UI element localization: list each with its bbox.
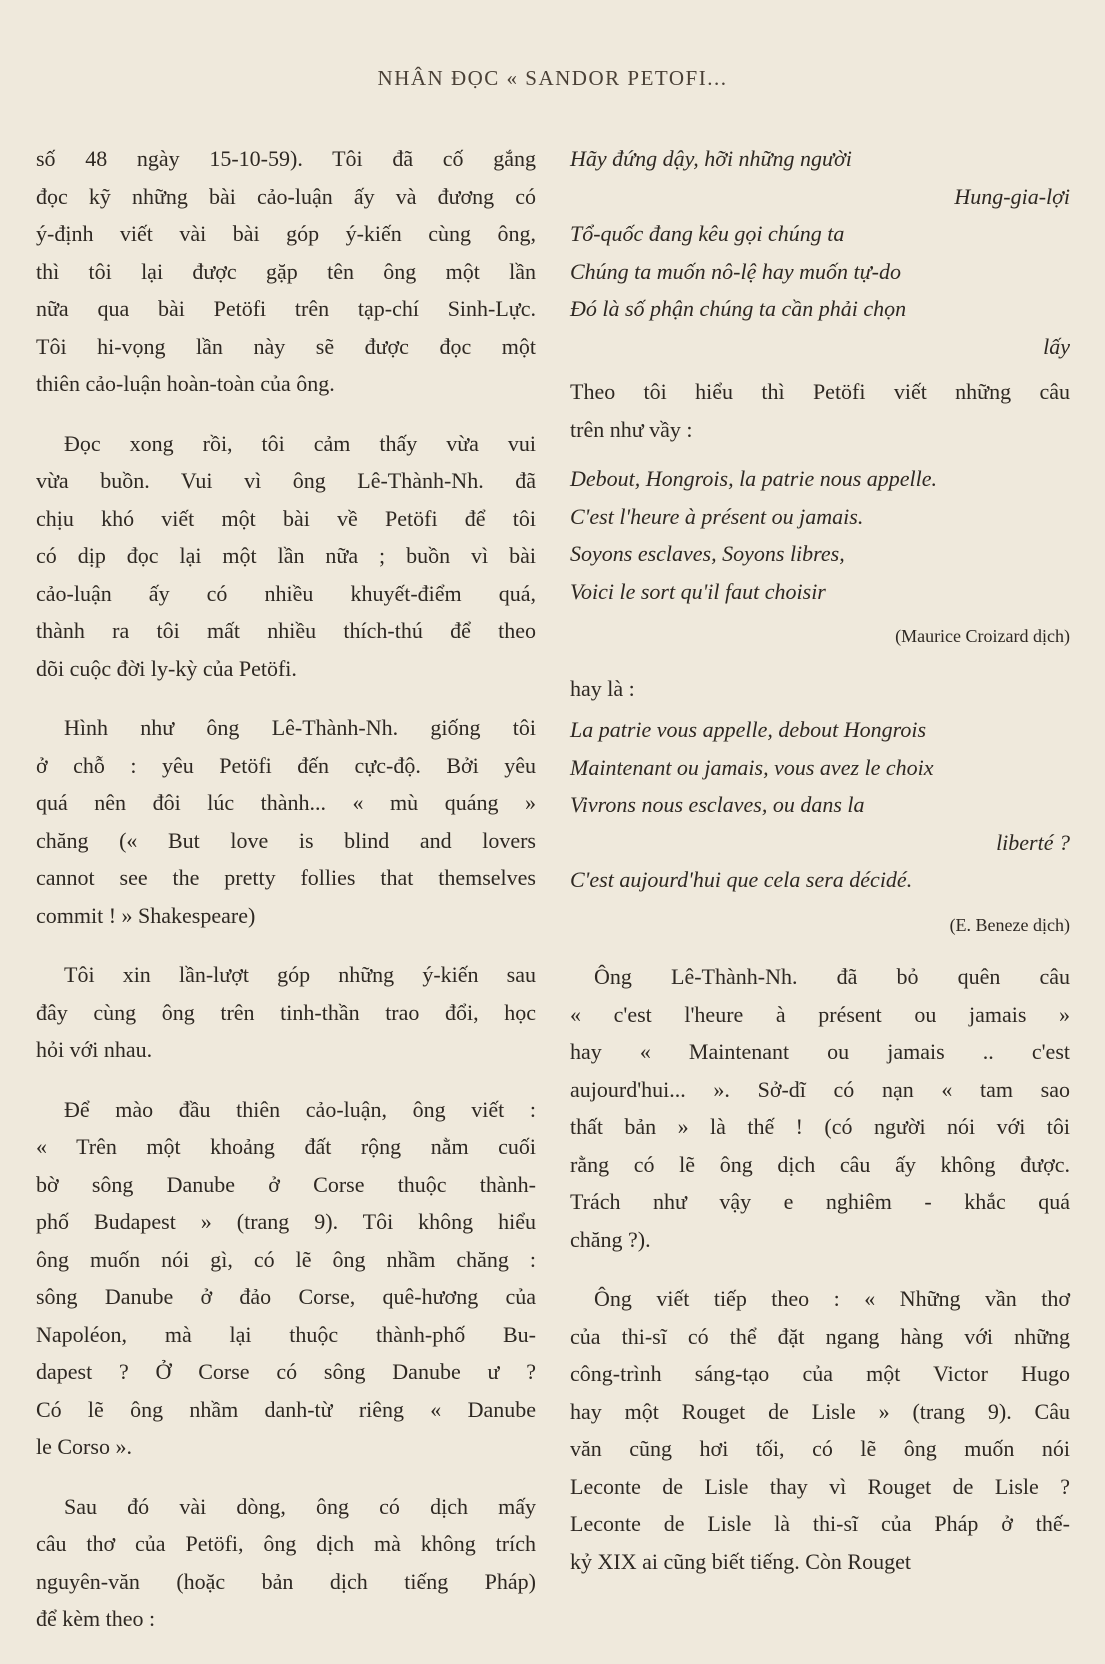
text-line: có dịp đọc lại một lần nữa ; buồn vì bài [36, 543, 536, 568]
poem-line: Soyons esclaves, Soyons libres, [570, 541, 845, 566]
text-line: Leconte de Lisle là thi-sĩ của Pháp ở thế- [570, 1511, 1070, 1536]
text-line: le Corso ». [36, 1434, 132, 1459]
text-line: Có lẽ ông nhầm danh-từ riêng « Danube [36, 1396, 536, 1422]
paragraph [36, 425, 536, 688]
poem-line: C'est aujourd'hui que cela sera décidé. [570, 867, 913, 892]
text-line: nữa qua bài Petöfi trên tạp-chí Sinh-Lực. [36, 296, 536, 321]
text-line: thì tôi lại được gặp tên ông một lần [36, 258, 536, 284]
translator-credit: (E. Beneze dịch) [949, 914, 1070, 935]
text-line: công-trình sáng-tạo của một Victor Hugo [570, 1361, 1070, 1386]
text-line: Ông Lê-Thành-Nh. đã bỏ quên câu [594, 964, 1070, 989]
text-line: Trách như vậy e nghiêm - khắc quá [570, 1189, 1070, 1214]
text-line: rằng có lẽ ông dịch câu ấy không được. [570, 1151, 1070, 1177]
paragraph [36, 709, 536, 934]
text-line: « c'est l'heure à présent ou jamais » [570, 1001, 1070, 1027]
text-line: Napoléon, mà lại thuộc thành-phố Bu- [36, 1321, 536, 1347]
paragraph [36, 140, 536, 403]
poem-line: Vivrons nous esclaves, ou dans la [570, 792, 865, 817]
poem-line: Maintenant ou jamais, vous avez le choix [570, 754, 934, 780]
text-line: hỏi với nhau. [36, 1037, 153, 1062]
text-line: hay một Rouget de Lisle » (trang 9). Câu [570, 1398, 1070, 1424]
poem-line: liberté ? [996, 829, 1070, 855]
right-column [570, 140, 1070, 1602]
text-line: câu thơ của Petöfi, ông dịch mà không trích [36, 1531, 536, 1556]
text-line: đọc kỹ những bài cảo-luận ấy và đương có [36, 183, 536, 209]
paragraph [570, 1280, 1070, 1580]
poem-line: Voici le sort qu'il faut choisir [570, 578, 826, 604]
text-line: số 48 ngày 15-10-59). Tôi đã cố gắng [36, 146, 536, 171]
text-line: để kèm theo : [36, 1606, 156, 1631]
poem-vietnamese [570, 140, 1070, 365]
text-line: hay « Maintenant ou jamais .. c'est [570, 1039, 1070, 1064]
text-line: sông Danube ở đảo Corse, quê-hương của [36, 1284, 536, 1309]
text-line: dõi cuộc đời ly-kỳ của Petöfi. [36, 655, 297, 681]
poem-french-2 [570, 711, 1070, 899]
text-line: bờ sông Danube ở Corse thuộc thành- [36, 1171, 536, 1197]
text-line: Sau đó vài dòng, ông có dịch mấy [64, 1493, 536, 1519]
text-line: aujourd'hui... ». Sở-dĩ có nạn « tam sao [570, 1076, 1070, 1102]
text-line: Leconte de Lisle thay vì Rouget de Lisle ? [570, 1473, 1070, 1499]
poem-line: Debout, Hongrois, la patrie nous appelle. [570, 466, 938, 491]
text-line: Theo tôi hiểu thì Petöfi viết những câu [570, 379, 1070, 404]
text-line: hay là : [570, 675, 635, 701]
text-line: phố Budapest » (trang 9). Tôi không hiểu [36, 1209, 536, 1234]
text-line: ở chỗ : yêu Petöfi đến cực-độ. Bởi yêu [36, 752, 536, 778]
text-line: commit ! » Shakespeare) [36, 902, 256, 928]
text-line: ý-định viết vài bài góp ý-kiến cùng ông, [36, 221, 536, 246]
text-line: Để mào đầu thiên cảo-luận, ông viết : [64, 1096, 536, 1122]
left-column [36, 140, 536, 1660]
poem-line: Đó là số phận chúng ta cần phải chọn [570, 296, 907, 321]
paragraph [570, 373, 1070, 448]
poem-line: Chúng ta muốn nô-lệ hay muốn tự-do [570, 258, 901, 284]
text-line: Tôi hi-vọng lần này sẽ được đọc một [36, 333, 536, 359]
text-line: vừa buồn. Vui vì ông Lê-Thành-Nh. đã [36, 468, 536, 493]
text-line: văn cũng hơi tối, có lẽ ông muốn nói [570, 1436, 1070, 1461]
text-line: Đọc xong rồi, tôi cảm thấy vừa vui [64, 430, 536, 456]
poem-french-1 [570, 460, 1070, 610]
poem-line: C'est l'heure à présent ou jamais. [570, 503, 864, 529]
text-line: dapest ? Ở Corse có sông Danube ư ? [36, 1359, 536, 1384]
translator-credit: (Maurice Croizard dịch) [895, 626, 1070, 646]
poem-line: lấy [1043, 333, 1070, 359]
text-line: của thi-sĩ có thể đặt ngang hàng với những [570, 1323, 1070, 1349]
poem-line: La patrie vous appelle, debout Hongrois [570, 717, 927, 742]
text-line: cannot see the pretty follies that themselves [36, 865, 536, 890]
text-line: kỷ XIX ai cũng biết tiếng. Còn Rouget [570, 1548, 911, 1574]
text-line: thành ra tôi mất nhiều thích-thú để theo [36, 618, 536, 643]
paragraph [36, 956, 536, 1069]
text-line: quá nên đôi lúc thành... « mù quáng » [36, 790, 536, 815]
paragraph [36, 1091, 536, 1466]
poem-line: Tổ-quốc đang kêu gọi chúng ta [570, 221, 845, 246]
text-line: thiên cảo-luận hoàn-toàn của ông. [36, 371, 335, 396]
text-line: chăng ?). [570, 1226, 651, 1252]
text-line: chăng (« But love is blind and lovers [36, 827, 536, 853]
poem-line: Hãy đứng dậy, hỡi những người [570, 146, 852, 171]
text-line: Ông viết tiếp theo : « Những vần thơ [594, 1286, 1070, 1311]
text-line: nguyên-văn (hoặc bản dịch tiếng Pháp) [36, 1568, 536, 1594]
text-line: chịu khó viết một bài về Petöfi để tôi [36, 505, 536, 531]
text-line: Hình như ông Lê-Thành-Nh. giống tôi [64, 715, 536, 740]
text-line: trên như vầy : [570, 416, 693, 442]
paragraph [570, 958, 1070, 1258]
text-line: cảo-luận ấy có nhiều khuyết-điểm quá, [36, 580, 536, 606]
poem-line: Hung-gia-lợi [954, 183, 1070, 209]
text-line: đây cùng ông trên tinh-thần trao đổi, học [36, 999, 536, 1025]
paragraph [36, 1488, 536, 1638]
text-line: Tôi xin lần-lượt góp những ý-kiến sau [64, 962, 536, 987]
running-header: NHÂN ĐỌC « SANDOR PETOFI... [377, 66, 728, 90]
text-line: « Trên một khoảng đất rộng nằm cuối [36, 1134, 536, 1159]
text-line: thất bản » là thế ! (có người nói với tôi [570, 1114, 1070, 1139]
text-line: ông muốn nói gì, có lẽ ông nhầm chăng : [36, 1246, 536, 1272]
